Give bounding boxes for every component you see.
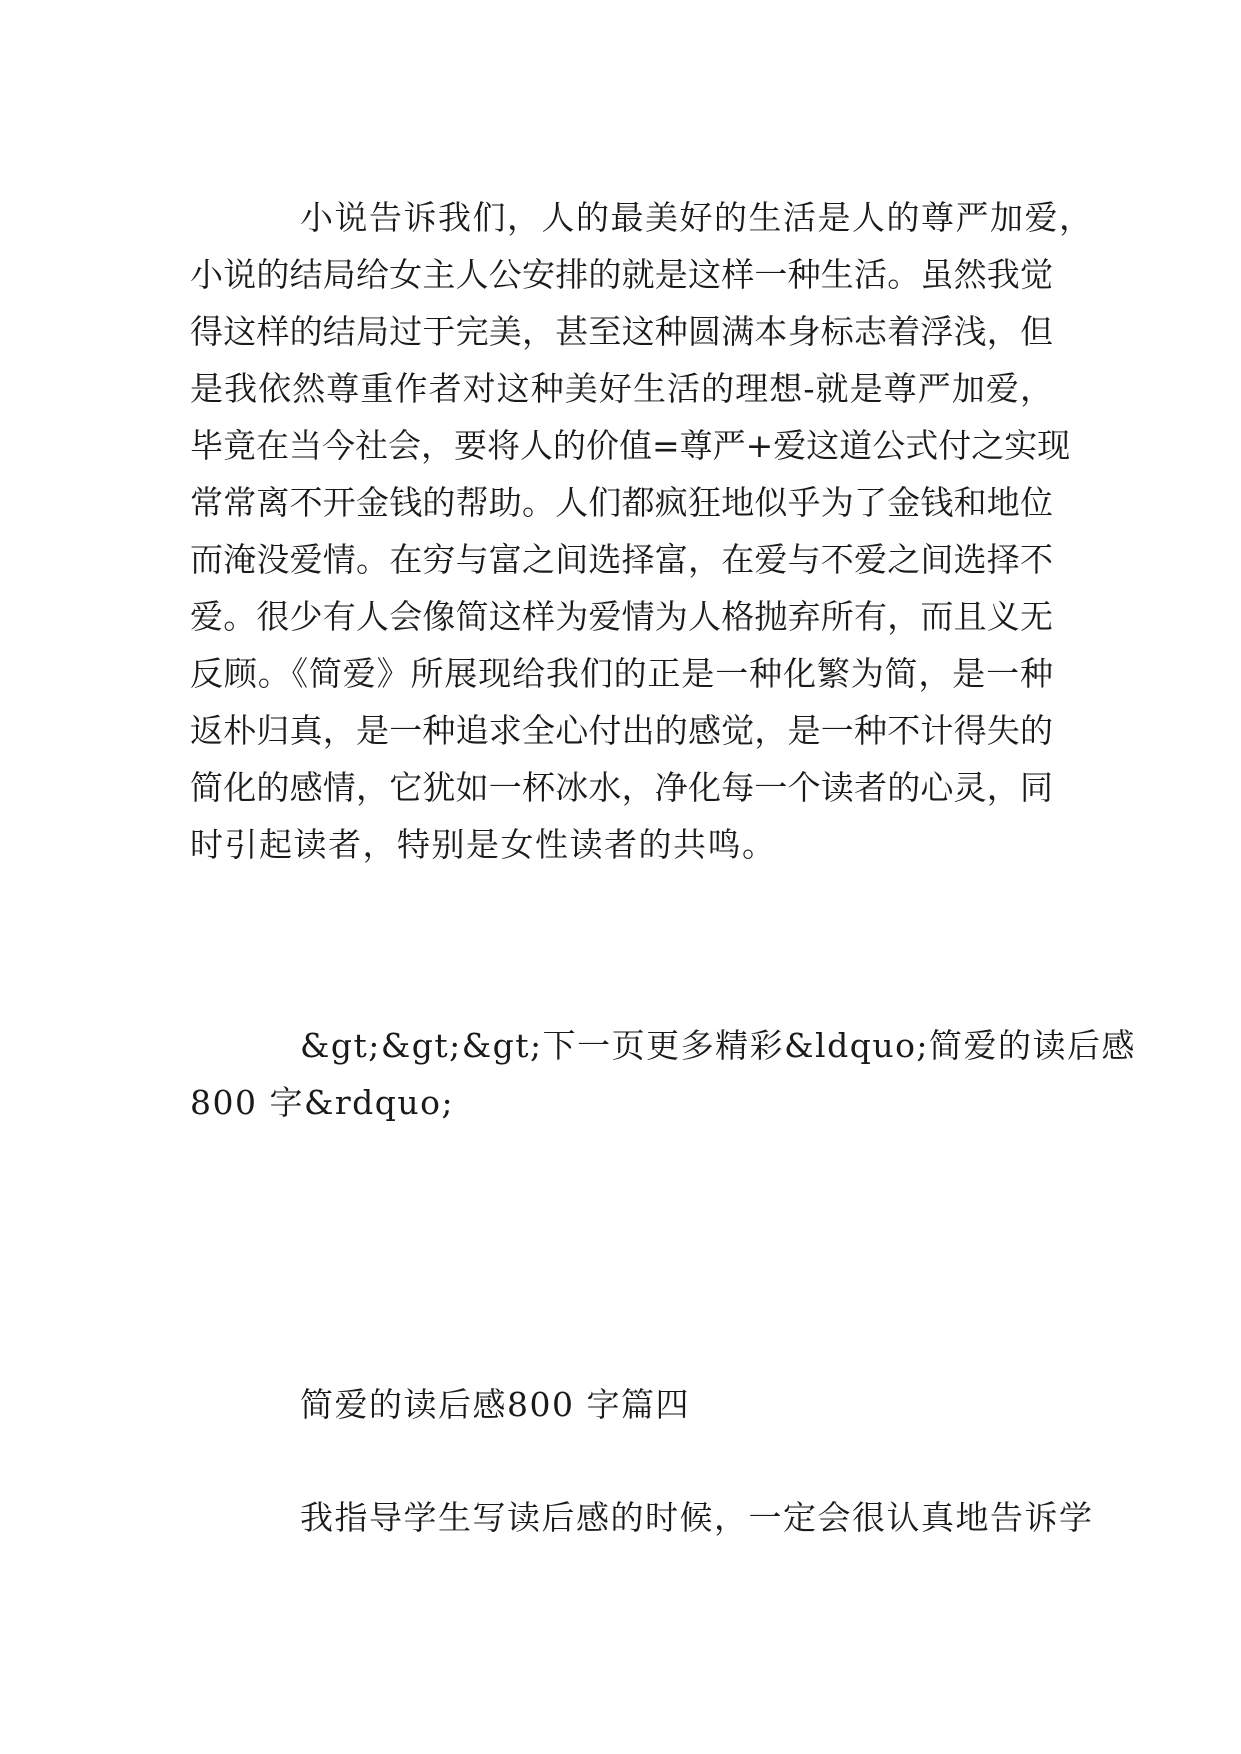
paragraph-line: 而淹没爱情。在穷与富之间选择富，在爱与不爱之间选择不 xyxy=(190,540,1053,579)
section-title: 简爱的读后感800 字篇四 xyxy=(300,1385,690,1424)
paragraph-line: 小说告诉我们，人的最美好的生活是人的尊严加爱， xyxy=(300,198,1094,237)
next-page-link-continued[interactable]: 800 字&rdquo; xyxy=(190,1083,455,1122)
paragraph-line: 常常离不开金钱的帮助。人们都疯狂地似乎为了金钱和地位 xyxy=(190,483,1053,522)
paragraph-line: 返朴归真，是一种追求全心付出的感觉，是一种不计得失的 xyxy=(190,711,1053,750)
paragraph-line: 爱。很少有人会像简这样为爱情为人格抛弃所有，而且义无 xyxy=(190,597,1053,636)
paragraph-line: 是我依然尊重作者对这种美好生活的理想-就是尊严加爱， xyxy=(190,369,1053,408)
paragraph-line: 得这样的结局过于完美，甚至这种圆满本身标志着浮浅，但 xyxy=(190,312,1053,351)
paragraph-line: 简化的感情，它犹如一杯冰水，净化每一个读者的心灵，同 xyxy=(190,768,1053,807)
paragraph-line: 时引起读者，特别是女性读者的共鸣。 xyxy=(190,825,777,864)
paragraph-line: 我指导学生写读后感的时候，一定会很认真地告诉学 xyxy=(300,1498,1094,1537)
paragraph-line: 反顾。《简爱》所展现给我们的正是一种化繁为简，是一种 xyxy=(190,654,1053,693)
paragraph-line: 小说的结局给女主人公安排的就是这样一种生活。虽然我觉 xyxy=(190,255,1053,294)
next-page-link[interactable]: &gt;&gt;&gt;下一页更多精彩&ldquo;简爱的读后感 xyxy=(300,1026,1137,1065)
paragraph-line: 毕竟在当今社会，要将人的价值=尊严+爱这道公式付之实现 xyxy=(190,426,1071,465)
